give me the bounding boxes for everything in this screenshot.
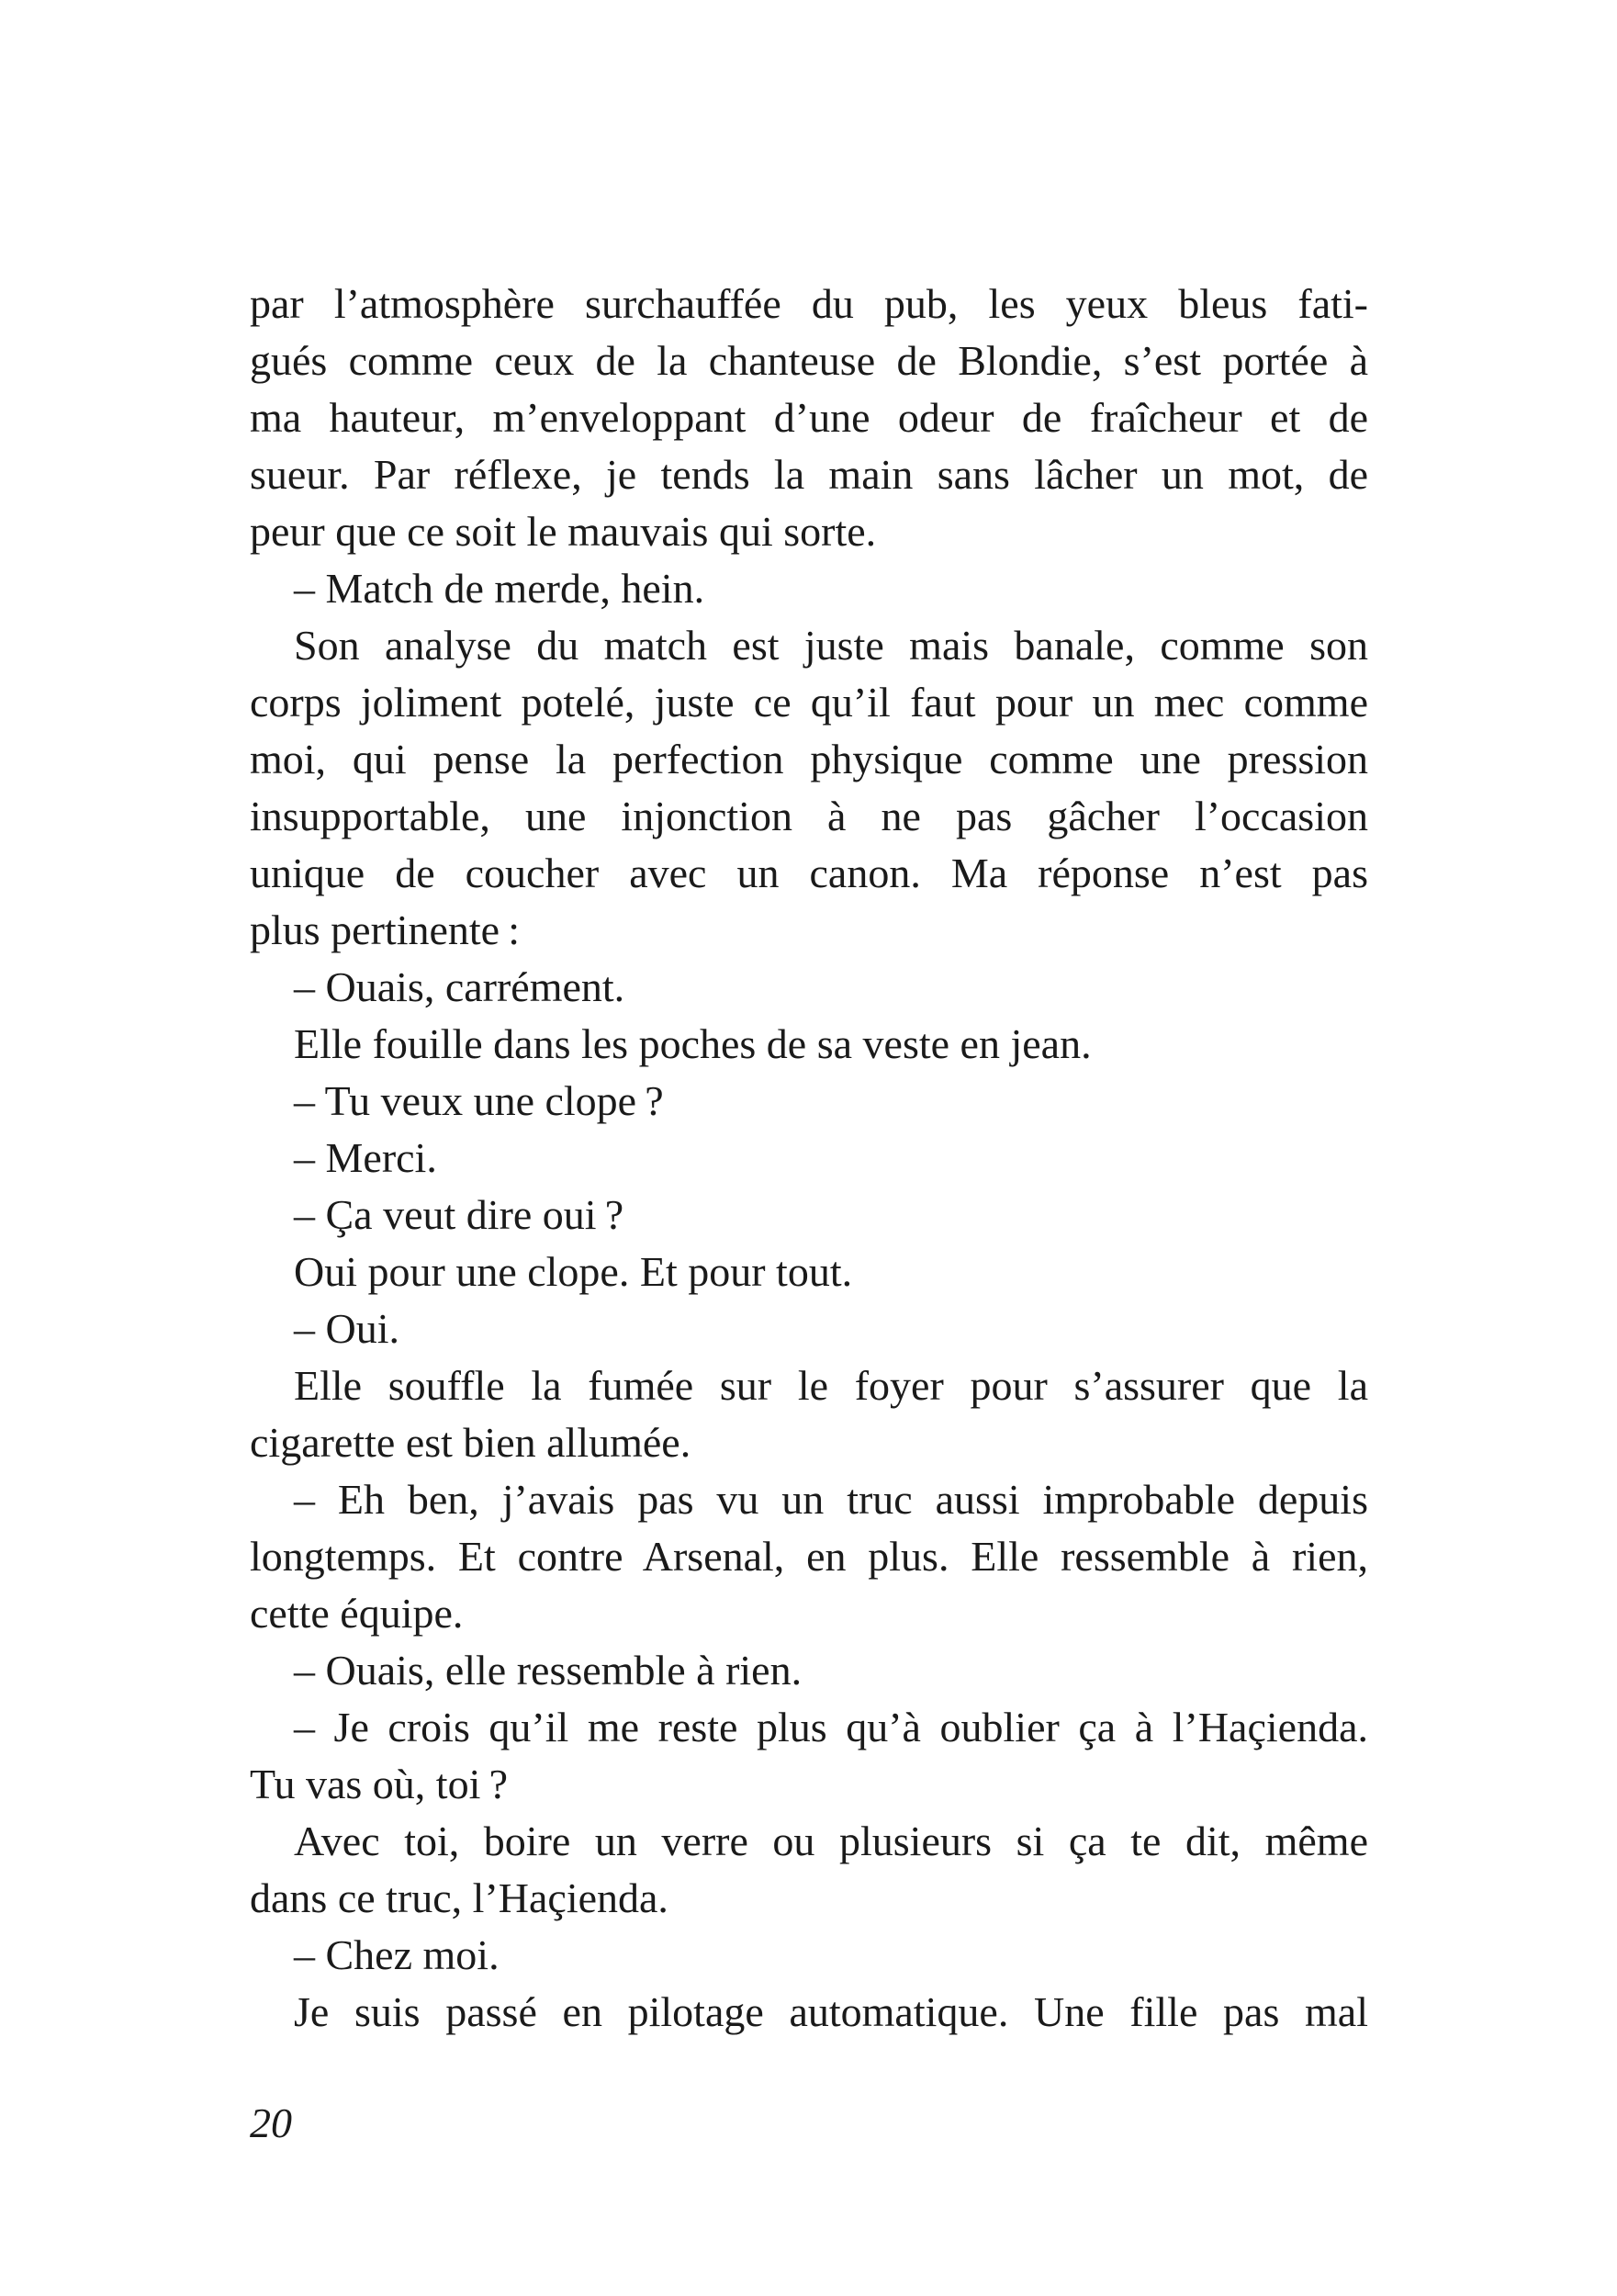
text-line: – Match de merde, hein. xyxy=(294,565,705,612)
text-line: corps joliment potelé, juste ce qu’il faut pour un mec comme xyxy=(250,679,1368,726)
text-line: insupportable, une injonction à ne pas gâcher l’occasion xyxy=(250,793,1368,839)
text-line: – Ouais, elle ressemble à rien. xyxy=(294,1647,803,1694)
text-line: Avec toi, boire un verre ou plusieurs si ça te dit, même xyxy=(294,1818,1368,1864)
text-line: moi, qui pense la perfection physique comme une pression xyxy=(250,736,1368,782)
text-line: peur que ce soit le mauvais qui sorte. xyxy=(250,508,877,555)
text-line: Oui pour une clope. Et pour tout. xyxy=(294,1248,853,1295)
page-number: 20 xyxy=(250,2099,292,2146)
text-line: Je suis passé en pilotage automatique. Une fille pas mal xyxy=(294,1988,1368,2035)
text-line: Tu vas où, toi ? xyxy=(250,1761,508,1807)
text-line: Elle fouille dans les poches de sa veste en jean. xyxy=(294,1020,1092,1067)
text-line: longtemps. Et contre Arsenal, en plus. Elle ressemble à rien, xyxy=(250,1533,1368,1580)
text-line: unique de coucher avec un canon. Ma réponse n’est pas xyxy=(250,850,1368,896)
text-line: – Chez moi. xyxy=(294,1931,500,1978)
text-line: – Merci. xyxy=(294,1134,437,1181)
text-block xyxy=(250,276,1368,2041)
text-line: – Eh ben, j’avais pas vu un truc aussi improbable depuis xyxy=(294,1476,1368,1523)
text-line: – Ouais, carrément. xyxy=(294,963,625,1010)
text-line: dans ce truc, l’Haçienda. xyxy=(250,1874,668,1921)
text-line: Son analyse du match est juste mais banale, comme son xyxy=(294,622,1368,669)
text-line: – Je crois qu’il me reste plus qu’à oublier ça à l’Haçienda. xyxy=(294,1704,1368,1750)
text-line: – Ça veut dire oui ? xyxy=(294,1191,624,1238)
text-line: cette équipe. xyxy=(250,1590,464,1637)
text-line: Elle souffle la fumée sur le foyer pour s’assurer que la xyxy=(294,1362,1368,1409)
text-line: plus pertinente : xyxy=(250,906,521,953)
text-line: par l’atmosphère surchauffée du pub, les yeux bleus fati- xyxy=(250,280,1368,327)
text-line: – Tu veux une clope ? xyxy=(294,1077,664,1124)
text-line: cigarette est bien allumée. xyxy=(250,1419,691,1466)
text-line: ma hauteur, m’enveloppant d’une odeur de fraîcheur et de xyxy=(250,394,1368,441)
text-line: sueur. Par réflexe, je tends la main sans lâcher un mot, de xyxy=(250,451,1368,498)
text-line: – Oui. xyxy=(294,1305,399,1352)
text-line: gués comme ceux de la chanteuse de Blondie, s’est portée à xyxy=(250,337,1368,384)
